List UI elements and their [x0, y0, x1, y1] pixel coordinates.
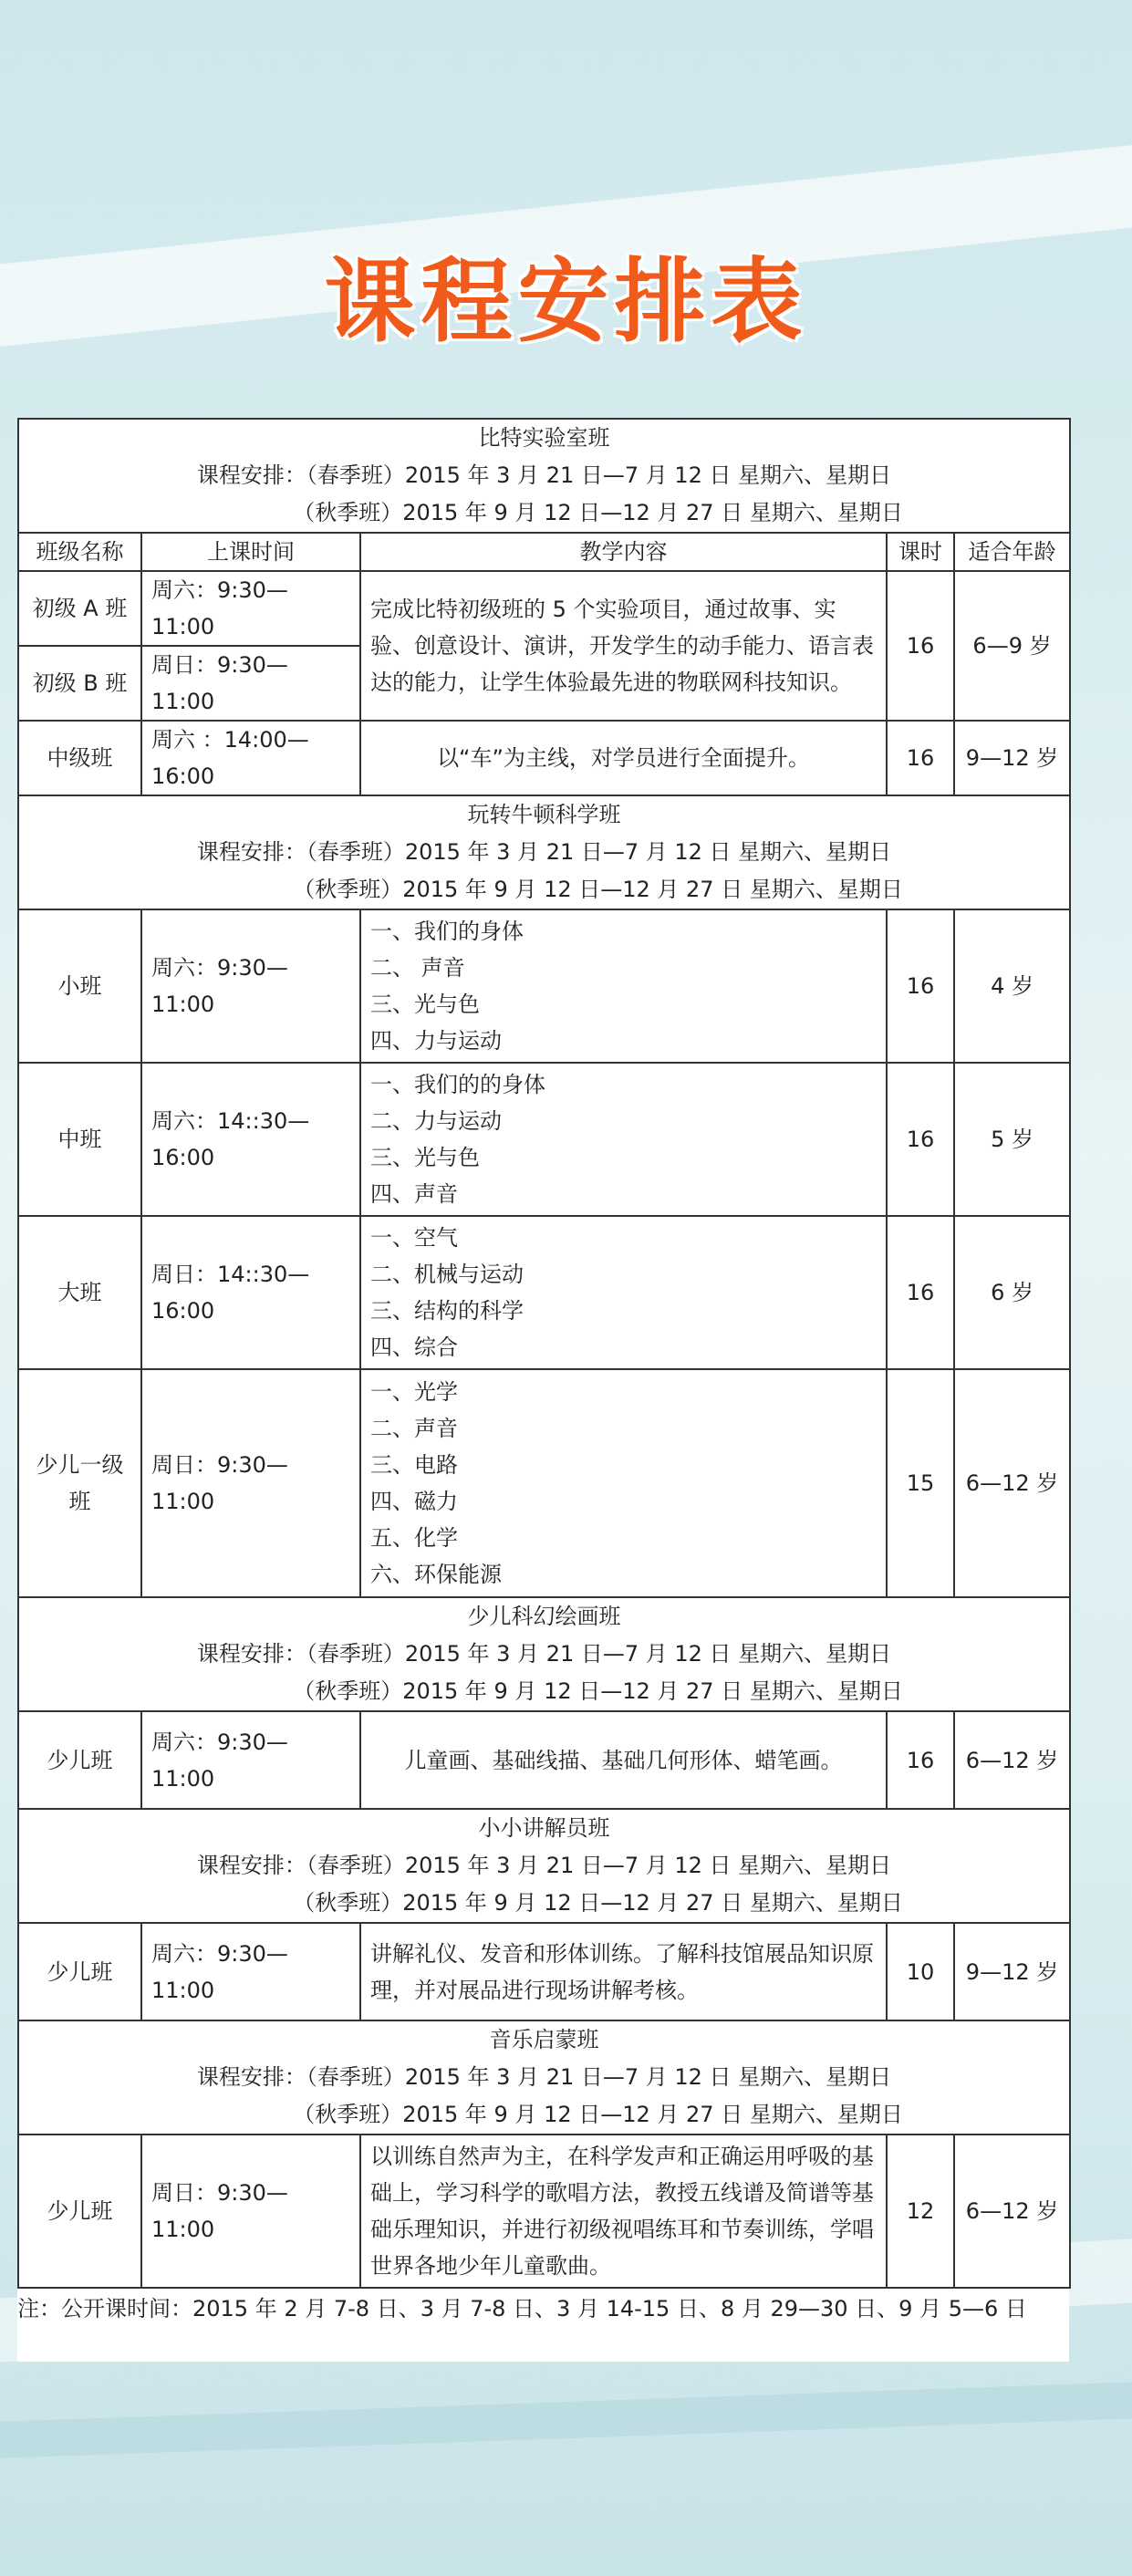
schedule-autumn: （秋季班）2015 年 9 月 12 日—12 月 27 日 星期六、星期日	[293, 877, 903, 902]
schedule-spring: 课程安排：（春季班）2015 年 3 月 21 日—7 月 12 日 星期六、星期日	[196, 1853, 892, 1878]
class-time: 周六：14::30—16:00	[141, 1063, 360, 1216]
class-hours: 16	[887, 571, 954, 721]
class-content	[360, 1216, 887, 1369]
class-name-line: 班	[68, 1489, 91, 1514]
class-name	[18, 1369, 141, 1597]
schedule-spring: 课程安排：（春季班）2015 年 3 月 21 日—7 月 12 日 星期六、星期日	[196, 1641, 892, 1667]
class-name-line: 少儿一级	[36, 1452, 124, 1478]
section-header	[18, 1597, 1070, 1711]
class-name: 少儿班	[18, 1711, 141, 1809]
schedule-spring: 课程安排：（春季班）2015 年 3 月 21 日—7 月 12 日 星期六、星期日	[196, 839, 892, 865]
schedule-spring: 课程安排：（春季班）2015 年 3 月 21 日—7 月 12 日 星期六、星期日	[196, 462, 892, 488]
schedule-autumn: （秋季班）2015 年 9 月 12 日—12 月 27 日 星期六、星期日	[293, 1678, 903, 1704]
schedule-table	[17, 418, 1071, 2289]
class-content: 讲解礼仪、发音和形体训练。了解科技馆展品知识原理，并对展品进行现场讲解考核。	[360, 1923, 887, 2020]
schedule-autumn: （秋季班）2015 年 9 月 12 日—12 月 27 日 星期六、星期日	[293, 2102, 903, 2127]
class-name: 少儿班	[18, 2135, 141, 2288]
content-item: 四、声音	[370, 1181, 458, 1207]
class-content	[360, 1063, 887, 1216]
content-item: 一、空气	[370, 1225, 458, 1251]
section-title: 小小讲解员班	[478, 1815, 610, 1841]
content-item: 一、我们的的身体	[370, 1072, 545, 1097]
header-time: 上课时间	[141, 533, 360, 571]
table-row	[18, 2135, 1070, 2288]
class-content: 儿童画、基础线描、基础几何形体、蜡笔画。	[360, 1711, 887, 1809]
class-hours: 12	[887, 2135, 954, 2288]
class-time: 周日：9:30—11:00	[141, 646, 360, 721]
class-content: 完成比特初级班的 5 个实验项目，通过故事、实验、创意设计、演讲，开发学生的动手能力、语言表达的能力，让学生体验最先进的物联网科技知识。	[360, 571, 887, 721]
table-row	[18, 1063, 1070, 1216]
class-age: 4 岁	[954, 909, 1070, 1063]
header-content: 教学内容	[360, 533, 887, 571]
section-title: 玩转牛顿科学班	[467, 802, 621, 827]
schedule-autumn: （秋季班）2015 年 9 月 12 日—12 月 27 日 星期六、星期日	[293, 500, 903, 525]
table-row	[18, 1711, 1070, 1809]
content-item: 四、力与运动	[370, 1028, 502, 1054]
content-item: 四、综合	[370, 1335, 458, 1360]
class-hours: 16	[887, 1711, 954, 1809]
content-item: 三、结构的科学	[370, 1298, 524, 1324]
section-title: 少儿科幻绘画班	[467, 1604, 621, 1629]
class-hours: 15	[887, 1369, 954, 1597]
class-name: 中班	[18, 1063, 141, 1216]
class-content	[360, 1369, 887, 1597]
class-time: 周六：9:30—11:00	[141, 909, 360, 1063]
content-item: 二、机械与运动	[370, 1262, 524, 1287]
table-row	[18, 1369, 1070, 1597]
class-content	[360, 909, 887, 1063]
class-content: 以“车”为主线，对学员进行全面提升。	[360, 721, 887, 795]
class-content: 以训练自然声为主，在科学发声和正确运用呼吸的基础上，学习科学的歌唱方法，教授五线谱及简谱等基础乐理知识，并进行初级视唱练耳和节奏训练，学唱世界各地少年儿童歌曲。	[360, 2135, 887, 2288]
class-hours: 10	[887, 1923, 954, 2020]
content-item: 一、我们的身体	[370, 919, 524, 944]
class-time: 周六：9:30—11:00	[141, 1711, 360, 1809]
class-age: 9—12 岁	[954, 1923, 1070, 2020]
content-item: 六、环保能源	[370, 1562, 502, 1587]
content-item: 二、声音	[370, 1416, 458, 1441]
content-item: 一、光学	[370, 1379, 458, 1405]
content-item: 三、电路	[370, 1452, 458, 1478]
class-time: 周日：14::30—16:00	[141, 1216, 360, 1369]
header-hours: 课时	[887, 533, 954, 571]
section-title: 比特实验室班	[478, 425, 610, 451]
section-header	[18, 2020, 1070, 2135]
class-hours: 16	[887, 909, 954, 1063]
class-time: 周六：9:30—11:00	[141, 1923, 360, 2020]
class-age: 9—12 岁	[954, 721, 1070, 795]
class-name: 初级 B 班	[18, 646, 141, 721]
class-time: 周六：9:30—11:00	[141, 571, 360, 646]
class-age: 5 岁	[954, 1063, 1070, 1216]
column-header-row	[18, 533, 1070, 571]
class-name: 少儿班	[18, 1923, 141, 2020]
class-name: 大班	[18, 1216, 141, 1369]
class-age: 6—12 岁	[954, 2135, 1070, 2288]
class-hours: 16	[887, 1216, 954, 1369]
table-row	[18, 721, 1070, 795]
table-row	[18, 909, 1070, 1063]
section-title: 音乐启蒙班	[489, 2027, 599, 2052]
content-item: 三、光与色	[370, 992, 480, 1017]
section-header	[18, 419, 1070, 533]
content-item: 二、力与运动	[370, 1108, 502, 1134]
class-name: 中级班	[18, 721, 141, 795]
class-time: 周六 ：14:00—16:00	[141, 721, 360, 795]
page-title: 课程安排表	[324, 248, 808, 355]
class-name: 小班	[18, 909, 141, 1063]
class-time: 周日：9:30—11:00	[141, 2135, 360, 2288]
class-name: 初级 A 班	[18, 571, 141, 646]
open-class-note: 注：公开课时间：2015 年 2 月 7-8 日、3 月 7-8 日、3 月 14-15 日、8 月 29—30 日、9 月 5—6 日	[17, 2296, 1027, 2322]
content-item: 四、磁力	[370, 1489, 458, 1514]
class-age: 6—9 岁	[954, 571, 1070, 721]
schedule-spring: 课程安排：（春季班）2015 年 3 月 21 日—7 月 12 日 星期六、星期日	[196, 2064, 892, 2090]
class-time: 周日：9:30—11:00	[141, 1369, 360, 1597]
class-hours: 16	[887, 1063, 954, 1216]
content-item: 五、化学	[370, 1525, 458, 1551]
table-row	[18, 571, 1070, 646]
background-streak	[0, 2375, 1132, 2463]
class-age: 6—12 岁	[954, 1369, 1070, 1597]
header-age: 适合年龄	[954, 533, 1070, 571]
class-age: 6 岁	[954, 1216, 1070, 1369]
schedule-autumn: （秋季班）2015 年 9 月 12 日—12 月 27 日 星期六、星期日	[293, 1890, 903, 1916]
section-header	[18, 795, 1070, 909]
content-item: 三、光与色	[370, 1145, 480, 1170]
class-hours: 16	[887, 721, 954, 795]
class-age: 6—12 岁	[954, 1711, 1070, 1809]
table-row	[18, 1923, 1070, 2020]
content-item: 二、 声音	[370, 955, 465, 981]
section-header	[18, 1809, 1070, 1923]
header-class-name: 班级名称	[18, 533, 141, 571]
table-row	[18, 1216, 1070, 1369]
